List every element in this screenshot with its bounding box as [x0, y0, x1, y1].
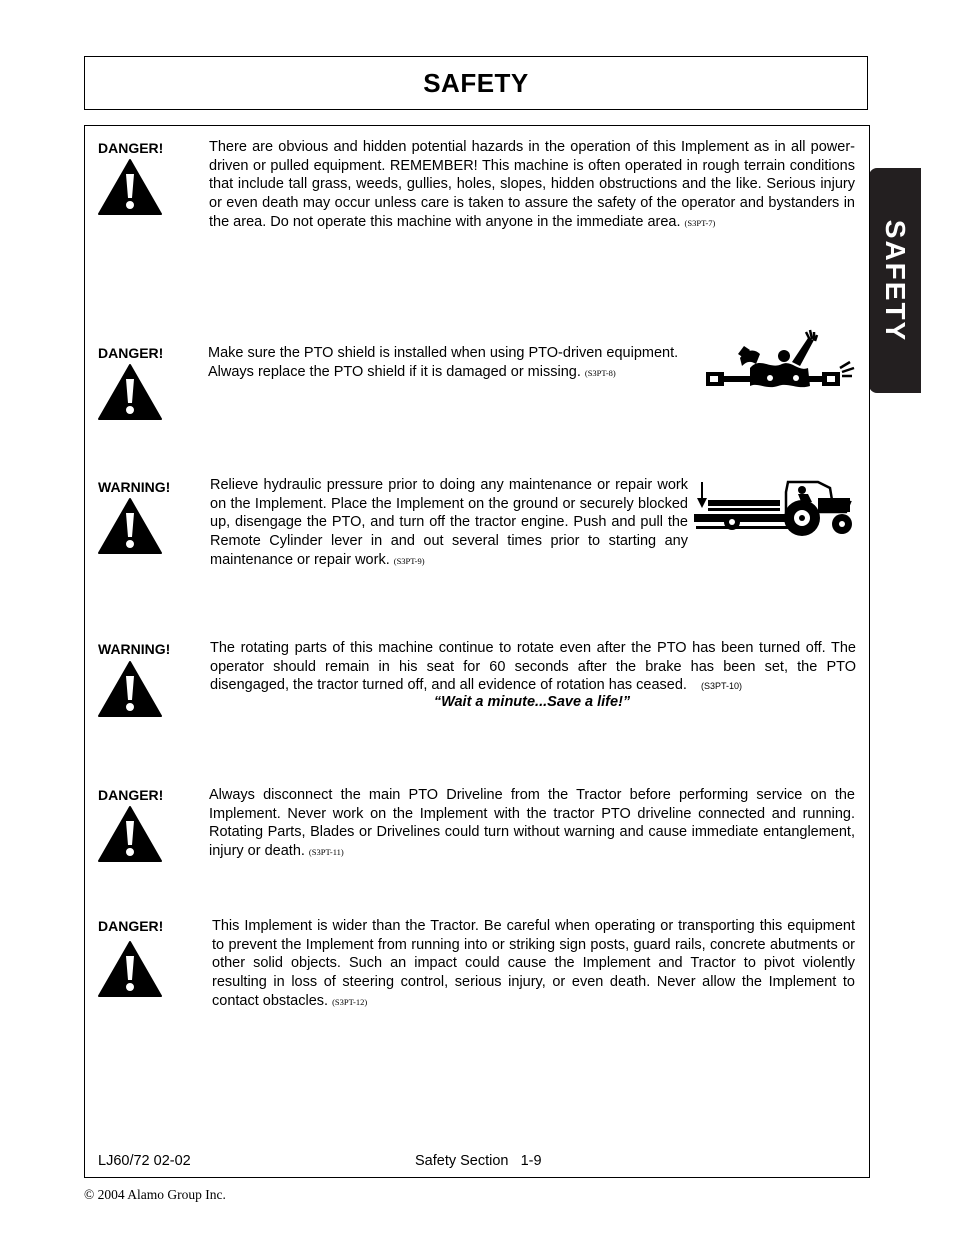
warning-triangle-icon — [97, 660, 163, 718]
side-tab-label: SAFETY — [880, 219, 911, 342]
warning-triangle-icon — [97, 363, 163, 421]
page-title: SAFETY — [423, 67, 529, 98]
page-number: Safety Section 1-9 — [415, 1153, 542, 1169]
reference-code: (S3PT-9) — [393, 555, 425, 566]
danger-label: DANGER! — [98, 787, 164, 803]
copyright-notice: © 2004 Alamo Group Inc. — [84, 1187, 226, 1202]
warning-label: WARNING! — [98, 479, 171, 495]
danger-label: DANGER! — [98, 140, 164, 156]
danger-label: DANGER! — [98, 345, 164, 361]
hazard-text: This Implement is wider than the Tractor. Be careful when operating or transporting this equipment to prevent the Implement from running into or striking sign posts, guard rails, concrete abutments or other solid objects. Such an impact could cause the Implement and Tractor to pivot violently resulting in loss of steering control, serious injury, or even death. Never allow the Implement to contact obstacles. — [212, 918, 855, 1009]
reference-code: (S3PT-10) — [700, 681, 742, 692]
warning-triangle-icon — [97, 940, 163, 998]
hazard-paragraph — [210, 476, 688, 571]
danger-label: DANGER! — [98, 918, 164, 934]
pto-entanglement-illustration — [700, 328, 858, 398]
reference-code: (S3PT-7) — [684, 217, 716, 228]
warning-triangle-icon — [97, 497, 163, 555]
hazard-text: Always disconnect the main PTO Driveline from the Tractor before performing service on the Implement. Never work on the Implement with the tractor PTO driveline connected and running. Rotating Parts, Blades or Drivelines could turn without warning and cause immediate entanglement, injury or death. — [209, 787, 855, 860]
reference-code: (S3PT-8) — [584, 367, 616, 378]
hazard-text: Make sure the PTO shield is installed when using PTO-driven equipment. Always replace the PTO shield if it is damaged or missing. — [208, 345, 679, 380]
warning-triangle-icon — [97, 158, 163, 216]
warning-triangle-icon — [97, 805, 163, 863]
hazard-paragraph — [209, 786, 855, 862]
page-header — [84, 56, 868, 110]
hazard-paragraph — [210, 639, 856, 696]
reference-code: (S3PT-11) — [308, 847, 344, 858]
hazard-text: Relieve hydraulic pressure prior to doing any maintenance or repair work on the Implement. Place the Implement on the ground or securely blocked up, disengage the PTO, and turn off the tractor engine. Push and pull the Remote Cylinder lever in and out several times prior to starting any maintenance or repair work. — [210, 477, 688, 568]
hazard-text: The rotating parts of this machine continue to rotate even after the PTO has been turned off. The operator should remain in his seat for 60 seconds after the brake has been set, the PTO disengaged, the tractor turned off, and all evidence of rotation has ceased. — [210, 640, 856, 694]
reference-code: (S3PT-12) — [332, 996, 368, 1007]
hazard-paragraph — [208, 344, 690, 382]
warning-label: WARNING! — [98, 641, 171, 657]
safety-slogan: “Wait a minute...Save a life!” — [433, 694, 631, 710]
section-side-tab — [869, 168, 921, 393]
document-id: LJ60/72 02-02 — [98, 1153, 191, 1169]
hazard-paragraph — [212, 917, 855, 1012]
tractor-implement-illustration — [692, 478, 856, 542]
hazard-text: There are obvious and hidden potential hazards in the operation of this Implement as in all power-driven or pulled equipment. REMEMBER! This machine is often operated in rough terrain conditions that include tall grass, weeds, gullies, holes, slopes, hidden obstructions and the like. Serious injury or even death may occur unless care is taken to assure the safety of the operator and bystanders in the area. Do not operate this machine with anyone in the immediate area. — [209, 139, 855, 230]
hazard-paragraph — [209, 138, 855, 233]
